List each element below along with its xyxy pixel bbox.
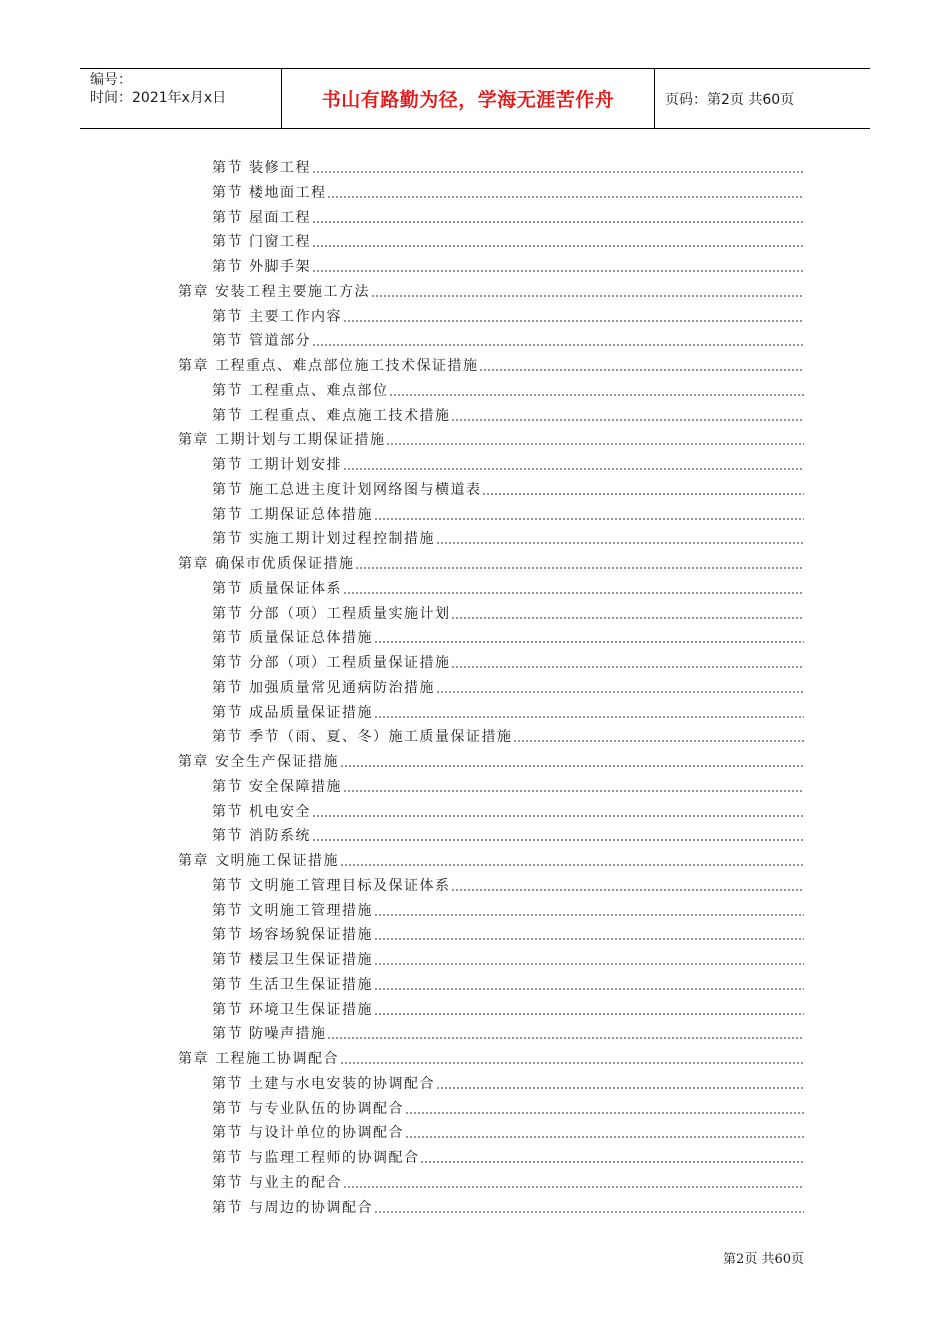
toc-entry-title: 第章 安装工程主要施工方法 (178, 283, 370, 300)
toc-section-entry[interactable] (212, 1195, 804, 1217)
dot-leader (312, 244, 804, 248)
page-footer-number: 第2页 共60页 (723, 1252, 804, 1267)
toc-chapter-entry[interactable] (178, 279, 804, 301)
toc-section-entry[interactable] (212, 1170, 804, 1192)
toc-entry-title: 第节 场容场貌保证措施 (212, 927, 373, 944)
dot-leader (327, 1036, 804, 1040)
toc-section-entry[interactable] (212, 502, 804, 524)
toc-entry-title: 第节 与设计单位的协调配合 (212, 1125, 404, 1142)
toc-section-entry[interactable] (212, 1096, 804, 1118)
dot-leader (436, 1086, 804, 1090)
dot-leader (374, 962, 804, 966)
toc-entry-title: 第章 文明施工保证措施 (178, 853, 339, 869)
document-date: 时间：2021年x月x日 (90, 90, 227, 106)
header-page-number: 页码：第2页 共60页 (665, 91, 795, 108)
toc-entry-title: 第节 与业主的配合 (212, 1174, 342, 1191)
toc-chapter-entry[interactable] (178, 427, 804, 449)
toc-section-entry[interactable] (212, 254, 804, 276)
toc-entry-title: 第节 消防系统 (212, 828, 311, 845)
toc-entry-title: 第节 管道部分 (212, 333, 311, 350)
toc-section-entry[interactable] (212, 155, 804, 177)
toc-entry-title: 第节 实施工期计划过程控制措施 (212, 531, 435, 548)
dot-leader (340, 1061, 804, 1065)
toc-entry-title: 第章 工期计划与工期保证措施 (178, 432, 386, 449)
toc-section-entry[interactable] (212, 576, 804, 598)
toc-entry-title: 第节 分部（项）工程质量保证措施 (212, 655, 451, 671)
toc-entry-title: 第节 质量保证体系 (212, 580, 342, 597)
toc-entry-title: 第节 与周边的协调配合 (212, 1199, 373, 1216)
toc-section-entry[interactable] (212, 625, 804, 647)
dot-leader (312, 343, 804, 347)
toc-section-entry[interactable] (212, 650, 804, 672)
toc-entry-title: 第节 成品质量保证措施 (212, 704, 373, 721)
toc-section-entry[interactable] (212, 526, 804, 548)
dot-leader (312, 170, 804, 174)
toc-section-entry[interactable] (212, 328, 804, 350)
toc-entry-title: 第节 外脚手架 (212, 259, 311, 275)
dot-leader (374, 937, 804, 941)
dot-leader (451, 418, 804, 422)
toc-entry-title: 第节 与专业队伍的协调配合 (212, 1100, 404, 1117)
toc-entry-title: 第节 生活卫生保证措施 (212, 976, 373, 993)
dot-leader (340, 764, 804, 768)
dot-leader (479, 368, 804, 372)
dot-leader (340, 863, 804, 867)
toc-section-entry[interactable] (212, 724, 804, 746)
toc-entry-title: 第节 安全保障措施 (212, 778, 342, 795)
dot-leader (451, 616, 804, 620)
dot-leader (312, 838, 804, 842)
dot-leader (405, 1111, 804, 1115)
toc-entry-title: 第节 季节（雨、夏、冬）施工质量保证措施 (212, 729, 513, 746)
toc-chapter-entry[interactable] (178, 353, 804, 375)
toc-section-entry[interactable] (212, 1120, 804, 1142)
toc-entry-title: 第章 工程重点、难点部位施工技术保证措施 (178, 358, 479, 374)
toc-section-entry[interactable] (212, 452, 804, 474)
dot-leader (343, 319, 804, 323)
toc-section-entry[interactable] (212, 601, 804, 623)
toc-chapter-entry[interactable] (178, 848, 804, 870)
toc-section-entry[interactable] (212, 922, 804, 944)
toc-chapter-entry[interactable] (178, 551, 804, 573)
header-meta (80, 69, 282, 128)
document-number-label: 编号： (90, 72, 132, 88)
toc-entry-title: 第节 分部（项）工程质量实施计划 (212, 605, 451, 622)
toc-entry-title: 第节 加强质量常见通病防治措施 (212, 679, 435, 696)
dot-leader (355, 566, 804, 570)
toc-entry-title: 第节 主要工作内容 (212, 308, 342, 325)
dot-leader (374, 987, 804, 991)
toc-section-entry[interactable] (212, 1145, 804, 1167)
toc-entry-title: 第章 确保市优质保证措施 (178, 556, 355, 572)
toc-chapter-entry[interactable] (178, 749, 804, 771)
toc-section-entry[interactable] (212, 403, 804, 425)
dot-leader (451, 665, 804, 669)
toc-section-entry[interactable] (212, 477, 804, 499)
dot-leader (343, 789, 804, 793)
toc-entry-title: 第节 环境卫生保证措施 (212, 1001, 373, 1018)
toc-entry-title: 第节 装修工程 (212, 160, 311, 176)
dot-leader (482, 492, 804, 496)
toc-section-entry[interactable] (212, 997, 804, 1019)
dot-leader (343, 591, 804, 595)
toc-entry-title: 第节 楼地面工程 (212, 184, 327, 201)
dot-leader (371, 294, 804, 298)
dot-leader (374, 1012, 804, 1016)
header-motto: 书山有路勤为径，学海无涯苦作舟 (282, 69, 655, 128)
dot-leader (312, 269, 804, 273)
toc-section-entry[interactable] (212, 304, 804, 326)
toc-entry-title: 第节 工程重点、难点部位 (212, 382, 389, 399)
toc-section-entry[interactable] (212, 378, 804, 400)
dot-leader (312, 220, 804, 224)
toc-entry-title: 第节 工期计划安排 (212, 457, 342, 473)
dot-leader (374, 1210, 804, 1214)
dot-leader (374, 715, 804, 719)
dot-leader (374, 913, 804, 917)
toc-section-entry[interactable] (212, 1021, 804, 1043)
toc-section-entry[interactable] (212, 205, 804, 227)
dot-leader (386, 442, 804, 446)
toc-entry-title: 第节 屋面工程 (212, 209, 311, 226)
toc-section-entry[interactable] (212, 1071, 804, 1093)
toc-entry-title: 第节 文明施工管理目标及保证体系 (212, 877, 451, 894)
dot-leader (374, 640, 804, 644)
toc-section-entry[interactable] (212, 972, 804, 994)
toc-entry-title: 第节 工程重点、难点施工技术措施 (212, 407, 451, 424)
toc-entry-title: 第节 楼层卫生保证措施 (212, 952, 373, 968)
toc-section-entry[interactable] (212, 700, 804, 722)
toc-section-entry[interactable] (212, 180, 804, 202)
toc-section-entry[interactable] (212, 947, 804, 969)
toc-section-entry[interactable] (212, 873, 804, 895)
toc-entry-title: 第章 工程施工协调配合 (178, 1051, 339, 1067)
toc-section-entry[interactable] (212, 799, 804, 821)
toc-section-entry[interactable] (212, 675, 804, 697)
dot-leader (374, 517, 804, 521)
dot-leader (343, 1185, 804, 1189)
toc-section-entry[interactable] (212, 823, 804, 845)
dot-leader (389, 393, 804, 397)
toc-entry-title: 第节 机电安全 (212, 803, 311, 820)
dot-leader (405, 1135, 804, 1139)
toc-entry-title: 第节 土建与水电安装的协调配合 (212, 1075, 435, 1092)
toc-entry-title: 第节 工期保证总体措施 (212, 506, 373, 523)
toc-section-entry[interactable] (212, 229, 804, 251)
toc-entry-title: 第节 质量保证总体措施 (212, 630, 373, 647)
dot-leader (451, 888, 804, 892)
toc-entry-title: 第节 门窗工程 (212, 234, 311, 251)
dot-leader (327, 195, 804, 199)
toc-section-entry[interactable] (212, 898, 804, 920)
dot-leader (420, 1160, 804, 1164)
dot-leader (343, 467, 804, 471)
toc-entry-title: 第节 施工总进主度计划网络图与横道表 (212, 481, 482, 498)
toc-entry-title: 第章 安全生产保证措施 (178, 754, 339, 770)
dot-leader (436, 690, 804, 694)
dot-leader (436, 541, 804, 545)
toc-entry-title: 第节 防噪声措施 (212, 1026, 327, 1043)
toc-entry-title: 第节 与监理工程师的协调配合 (212, 1150, 420, 1166)
dot-leader (312, 814, 804, 818)
page-header (80, 68, 870, 129)
toc-section-entry[interactable] (212, 774, 804, 796)
dot-leader (513, 739, 804, 743)
toc-chapter-entry[interactable] (178, 1046, 804, 1068)
toc-entry-title: 第节 文明施工管理措施 (212, 902, 373, 919)
